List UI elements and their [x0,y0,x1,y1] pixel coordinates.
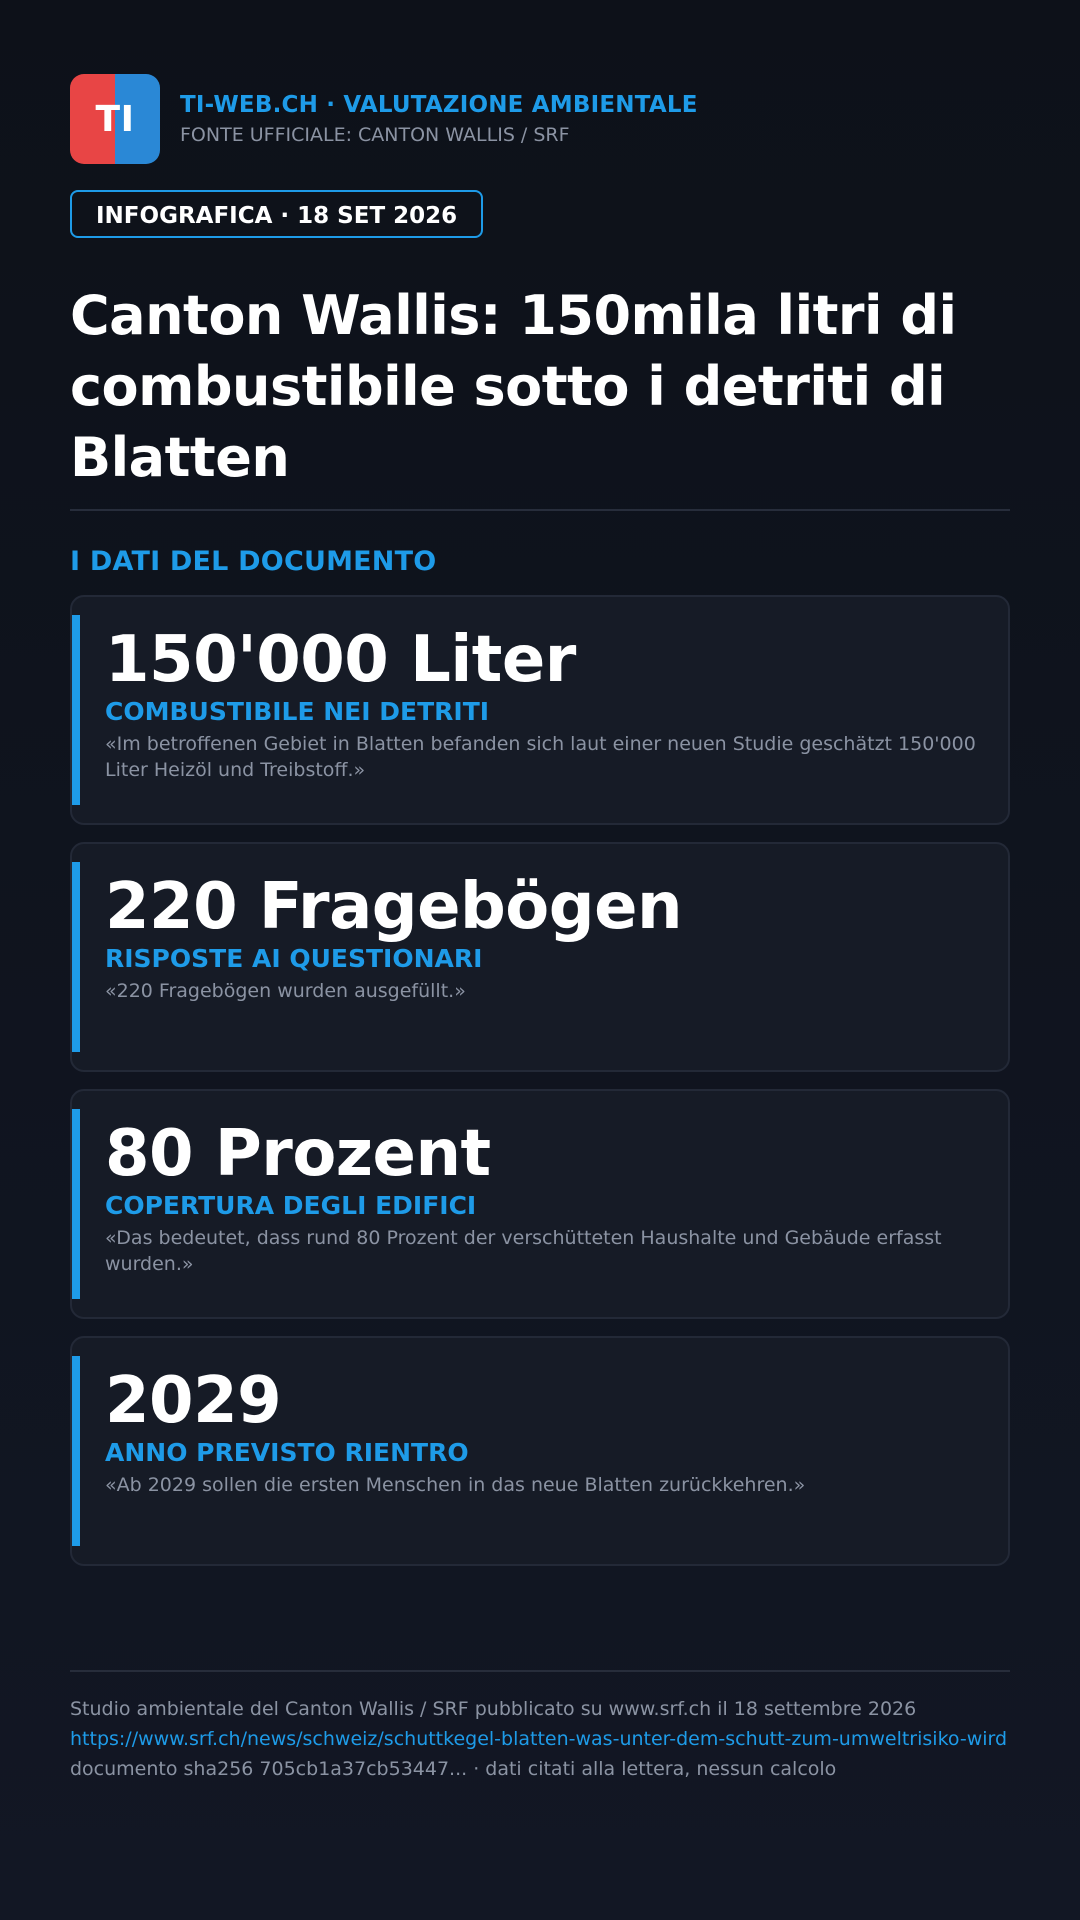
stat-value: 150'000 Liter [105,623,576,697]
stat-card-coverage [70,1089,1010,1319]
stats-list [70,595,1010,1566]
card-accent-bar [72,1356,80,1546]
stat-card-questionnaires [70,842,1010,1072]
card-content [105,625,978,783]
footer [70,1670,1010,1784]
stat-label: ANNO PREVISTO RIENTRO [105,1438,469,1467]
brand-name: TI-WEB.CH · VALUTAZIONE AMBIENTALE [180,92,698,118]
stat-card-return-year [70,1336,1010,1566]
stat-quote: «Im betroffenen Gebiet in Blatten befanden sich laut einer neuen Studie geschätzt 150'000 Liter Heizöl und Treibstoff.» [105,733,976,781]
card-content [105,872,978,1004]
page-title: Canton Wallis: 150mila litri di combustibile sotto i detriti di Blatten [70,284,957,489]
card-accent-bar [72,1109,80,1299]
source-link[interactable]: https://www.srf.ch/news/schweiz/schuttkegel-blatten-was-unter-dem-schutt-zum-umweltrisiko-wird [70,1728,1008,1750]
logo-text: TI [95,98,135,140]
card-content [105,1366,978,1498]
infographic-page [70,75,1010,1583]
footer-meta: documento sha256 705cb1a37cb53447... · dati citati alla lettera, nessun calcolo [70,1758,837,1780]
stat-label: COPERTURA DEGLI EDIFICI [105,1191,477,1220]
date-badge: INFOGRAFICA · 18 SET 2026 [70,190,483,238]
card-accent-bar [72,862,80,1052]
stat-value: 2029 [105,1364,282,1438]
stat-quote: «220 Fragebögen wurden ausgefüllt.» [105,980,466,1002]
stat-label: RISPOSTE AI QUESTIONARI [105,944,483,973]
footer-source: Studio ambientale del Canton Wallis / SRF pubblicato su www.srf.ch il 18 settembre 2026 [70,1698,917,1720]
card-accent-bar [72,615,80,805]
title-divider [70,509,1010,511]
brand-text [180,90,698,148]
brand-source: FONTE UFFICIALE: CANTON WALLIS / SRF [180,124,570,146]
stat-card-fuel [70,595,1010,825]
card-content [105,1119,978,1277]
brand-logo [70,74,160,164]
stat-value: 220 Fragebögen [105,870,683,944]
footer-divider [70,1670,1010,1672]
stat-value: 80 Prozent [105,1117,491,1191]
stat-label: COMBUSTIBILE NEI DETRITI [105,697,490,726]
brand-header [70,75,1010,163]
stat-quote: «Ab 2029 sollen die ersten Menschen in das neue Blatten zurückkehren.» [105,1474,806,1496]
stat-quote: «Das bedeutet, dass rund 80 Prozent der verschütteten Haushalte und Gebäude erfasst wurden.» [105,1227,942,1275]
section-label: I DATI DEL DOCUMENTO [70,546,437,577]
